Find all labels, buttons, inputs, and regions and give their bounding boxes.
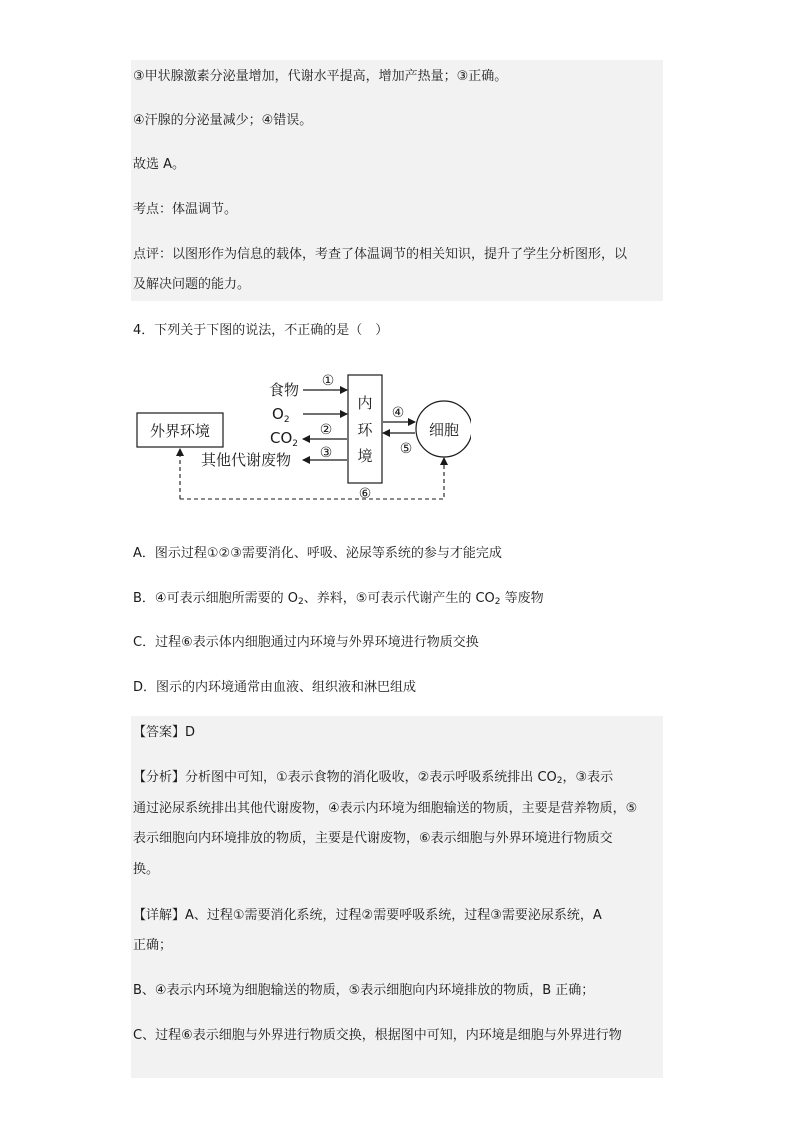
analysis-line-2: 通过泌尿系统排出其他代谢废物，④表示内环境为细胞输送的物质，主要是营养物质，⑤ xyxy=(133,801,638,816)
top-line-3: 故选 A。 xyxy=(133,157,186,172)
detail-line-3: B、④表示内环境为细胞输送的物质，⑤表示细胞向内环境排放的物质，B 正确； xyxy=(133,983,595,998)
analysis-line-3: 表示细胞向内环境排放的物质，主要是代谢废物，⑥表示细胞与外界环境进行物质交 xyxy=(133,831,613,846)
arrow-number-4: ④ xyxy=(391,405,405,421)
inner-environment-char-3: 境 xyxy=(357,447,373,465)
option-b: B．④可表示细胞所需要的 $O_2$、养料，⑤可表示代谢产生的 $CO_2$ 等废物 xyxy=(133,591,544,607)
food-label: 食物 xyxy=(269,381,300,399)
arrow-number-2: ② xyxy=(319,422,333,438)
detail-line-4: C、过程⑥表示细胞与外界进行物质交换，根据图中可知，内环境是细胞与外界进行物 xyxy=(133,1028,622,1043)
other-waste-label: 其他代谢废物 xyxy=(201,451,292,469)
cell-label: 细胞 xyxy=(428,421,460,439)
option-c: C．过程⑥表示体内细胞通过内环境与外界环境进行物质交换 xyxy=(133,635,479,650)
analysis-line-4: 换。 xyxy=(133,862,160,877)
detail-line-1: 【详解】A、过程①需要消化系统，过程②需要呼吸系统，过程③需要泌尿系统，A xyxy=(133,908,602,923)
top-line-6: 及解决问题的能力。 xyxy=(133,277,251,292)
co2-label: $CO_2$ xyxy=(270,429,299,449)
option-d: D．图示的内环境通常由血液、组织液和淋巴组成 xyxy=(133,680,417,695)
top-line-2: ④汗腺的分泌量减少；④错误。 xyxy=(133,113,313,128)
o2-label: $O_2$ xyxy=(272,405,290,425)
inner-environment-char-1: 内 xyxy=(357,394,373,412)
option-a: A．图示过程①②③需要消化、呼吸、泌尿等系统的参与才能完成 xyxy=(133,546,502,561)
arrow-number-6: ⑥ xyxy=(358,486,372,502)
arrow-number-3: ③ xyxy=(319,445,333,461)
top-line-5: 点评：以图形作为信息的载体，考查了体温调节的相关知识，提升了学生分析图形，以 xyxy=(133,247,628,262)
inner-environment-char-2: 环 xyxy=(357,421,373,439)
arrow-number-1: ① xyxy=(321,373,335,389)
top-line-4: 考点：体温调节。 xyxy=(133,202,238,217)
arrow-number-5: ⑤ xyxy=(399,441,413,457)
answer-line: 【答案】D xyxy=(133,725,196,740)
outer-environment-label: 外界环境 xyxy=(149,422,211,440)
question-stem: 4．下列关于下图的说法，不正确的是（ ） xyxy=(133,323,389,338)
explanation-block-top xyxy=(131,60,663,301)
analysis-line-1: 【分析】分析图中可知，①表示食物的消化吸收，②表示呼吸系统排出 $CO_2$，③表示 xyxy=(133,770,614,786)
detail-line-2: 正确； xyxy=(133,938,173,953)
top-line-1: ③甲状腺激素分泌量增加，代谢水平提高，增加产热量；③正确。 xyxy=(133,69,508,84)
internal-environment-diagram xyxy=(131,360,471,510)
